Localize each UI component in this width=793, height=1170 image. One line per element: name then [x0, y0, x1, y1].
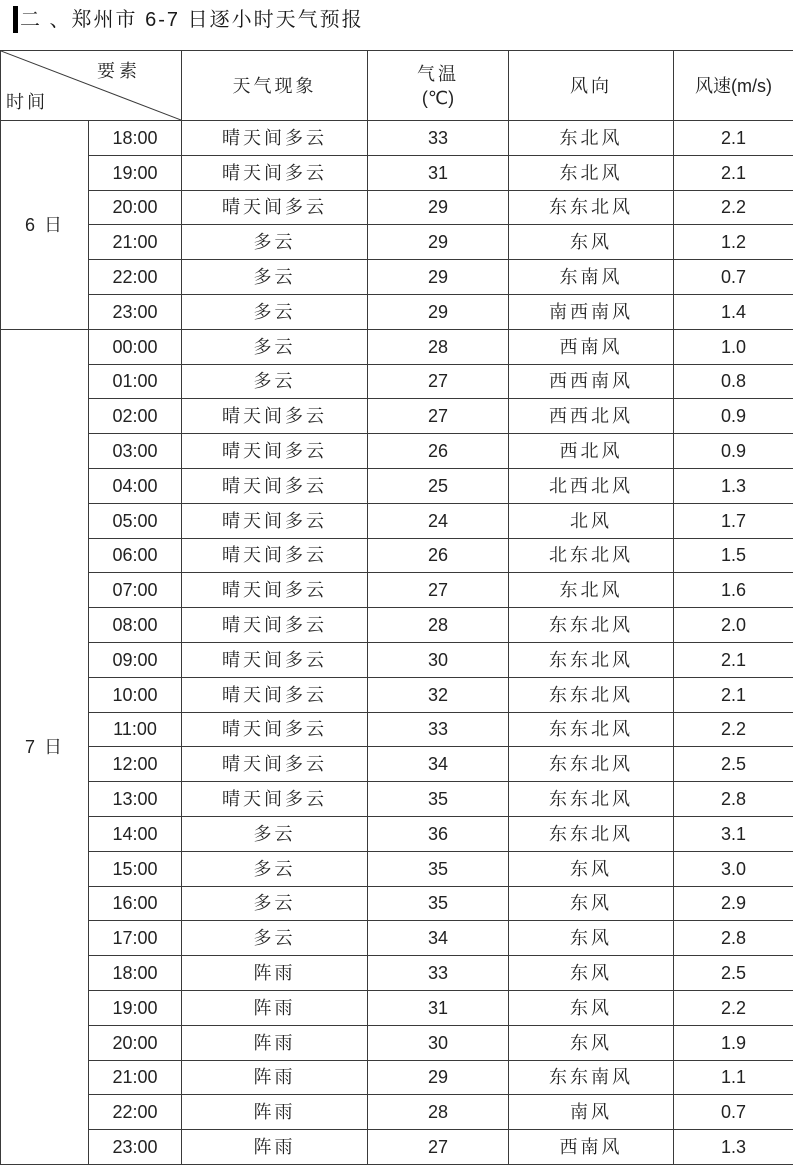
wind-dir-cell: 东东北风 — [509, 677, 674, 712]
wind-dir-cell: 东东北风 — [509, 608, 674, 643]
time-cell: 04:00 — [89, 468, 182, 503]
wind-speed-cell: 0.7 — [674, 1095, 793, 1130]
diagonal-cell-wrap — [1, 51, 181, 120]
temp-cell: 27 — [368, 573, 509, 608]
wind-dir-cell: 东东北风 — [509, 747, 674, 782]
weather-cell: 多云 — [182, 294, 368, 329]
temp-cell: 27 — [368, 364, 509, 399]
table-row — [1, 816, 793, 851]
title-area — [0, 0, 793, 50]
wind-dir-cell: 西北风 — [509, 434, 674, 469]
time-cell: 22:00 — [89, 260, 182, 295]
wind-dir-cell: 东东北风 — [509, 816, 674, 851]
time-cell: 09:00 — [89, 642, 182, 677]
weather-cell: 阵雨 — [182, 1025, 368, 1060]
header-row — [1, 51, 793, 121]
weather-cell: 晴天间多云 — [182, 538, 368, 573]
table-row — [1, 573, 793, 608]
wind-dir-cell: 东北风 — [509, 573, 674, 608]
table-row — [1, 155, 793, 190]
temp-cell: 29 — [368, 225, 509, 260]
table-row — [1, 921, 793, 956]
temp-cell: 24 — [368, 503, 509, 538]
table-row — [1, 677, 793, 712]
table-row — [1, 782, 793, 817]
wind-speed-cell: 3.0 — [674, 851, 793, 886]
wind-speed-cell: 1.6 — [674, 573, 793, 608]
time-cell: 19:00 — [89, 990, 182, 1025]
temp-cell: 31 — [368, 990, 509, 1025]
temp-cell: 32 — [368, 677, 509, 712]
temp-cell: 27 — [368, 399, 509, 434]
table-row — [1, 468, 793, 503]
wind-speed-cell: 1.3 — [674, 1130, 793, 1165]
wind-speed-cell: 2.2 — [674, 190, 793, 225]
table-row — [1, 886, 793, 921]
header-diagonal-cell — [1, 51, 182, 121]
weather-cell: 多云 — [182, 260, 368, 295]
table-row — [1, 329, 793, 364]
header-temp — [368, 51, 509, 121]
temp-cell: 34 — [368, 747, 509, 782]
time-cell: 20:00 — [89, 1025, 182, 1060]
header-wind-dir: 风向 — [509, 51, 674, 121]
weather-cell: 晴天间多云 — [182, 468, 368, 503]
weather-cell: 晴天间多云 — [182, 190, 368, 225]
wind-speed-cell: 1.9 — [674, 1025, 793, 1060]
wind-dir-cell: 东风 — [509, 990, 674, 1025]
time-cell: 20:00 — [89, 190, 182, 225]
wind-dir-cell: 东风 — [509, 1025, 674, 1060]
weather-cell: 晴天间多云 — [182, 782, 368, 817]
weather-cell: 阵雨 — [182, 1130, 368, 1165]
time-cell: 08:00 — [89, 608, 182, 643]
page-title: 二 、郑州市 6-7 日逐小时天气预报 — [20, 9, 364, 31]
wind-speed-cell: 0.8 — [674, 364, 793, 399]
forecast-table — [0, 50, 793, 1165]
wind-dir-cell: 东风 — [509, 921, 674, 956]
table-row — [1, 364, 793, 399]
temp-cell: 35 — [368, 851, 509, 886]
wind-dir-cell: 南风 — [509, 1095, 674, 1130]
time-cell: 23:00 — [89, 1130, 182, 1165]
table-row — [1, 608, 793, 643]
weather-cell: 晴天间多云 — [182, 747, 368, 782]
weather-cell: 多云 — [182, 364, 368, 399]
table-row — [1, 225, 793, 260]
weather-cell: 多云 — [182, 886, 368, 921]
table-row — [1, 434, 793, 469]
wind-dir-cell: 东风 — [509, 225, 674, 260]
time-cell: 16:00 — [89, 886, 182, 921]
wind-speed-cell: 2.9 — [674, 886, 793, 921]
weather-cell: 多云 — [182, 921, 368, 956]
date-cell: 7 日 — [1, 329, 89, 1164]
temp-cell: 29 — [368, 260, 509, 295]
date-cell: 6 日 — [1, 121, 89, 330]
weather-cell: 多云 — [182, 329, 368, 364]
wind-dir-cell: 东南风 — [509, 260, 674, 295]
table-row — [1, 747, 793, 782]
table-row — [1, 990, 793, 1025]
table-row — [1, 1095, 793, 1130]
weather-cell: 阵雨 — [182, 1095, 368, 1130]
header-wind-speed: 风速(m/s) — [674, 51, 793, 121]
weather-cell: 阵雨 — [182, 990, 368, 1025]
temp-cell: 25 — [368, 468, 509, 503]
header-temp-unit: (℃) — [421, 87, 455, 108]
time-cell: 10:00 — [89, 677, 182, 712]
wind-speed-cell: 2.1 — [674, 121, 793, 156]
wind-dir-cell: 北风 — [509, 503, 674, 538]
time-cell: 15:00 — [89, 851, 182, 886]
table-row — [1, 1130, 793, 1165]
wind-dir-cell: 西南风 — [509, 329, 674, 364]
wind-dir-cell: 东东北风 — [509, 190, 674, 225]
wind-dir-cell: 东风 — [509, 886, 674, 921]
wind-speed-cell: 1.5 — [674, 538, 793, 573]
temp-cell: 29 — [368, 1060, 509, 1095]
table-row — [1, 260, 793, 295]
wind-speed-cell: 0.9 — [674, 399, 793, 434]
wind-speed-cell: 2.1 — [674, 677, 793, 712]
time-cell: 18:00 — [89, 121, 182, 156]
header-temp-label: 气温 — [417, 63, 459, 84]
weather-cell: 晴天间多云 — [182, 399, 368, 434]
weather-cell: 多云 — [182, 225, 368, 260]
wind-dir-cell: 西南风 — [509, 1130, 674, 1165]
temp-cell: 36 — [368, 816, 509, 851]
wind-speed-cell: 1.1 — [674, 1060, 793, 1095]
time-cell: 23:00 — [89, 294, 182, 329]
time-cell: 19:00 — [89, 155, 182, 190]
header-element-label: 要素 — [97, 61, 141, 81]
weather-cell: 阵雨 — [182, 1060, 368, 1095]
table-row — [1, 503, 793, 538]
wind-dir-cell: 东风 — [509, 956, 674, 991]
wind-speed-cell: 2.8 — [674, 921, 793, 956]
wind-dir-cell: 东北风 — [509, 121, 674, 156]
weather-cell: 晴天间多云 — [182, 677, 368, 712]
temp-cell: 35 — [368, 782, 509, 817]
wind-dir-cell: 东风 — [509, 851, 674, 886]
temp-cell: 30 — [368, 642, 509, 677]
time-cell: 03:00 — [89, 434, 182, 469]
time-cell: 00:00 — [89, 329, 182, 364]
wind-speed-cell: 2.1 — [674, 642, 793, 677]
wind-dir-cell: 北东北风 — [509, 538, 674, 573]
wind-dir-cell: 东东北风 — [509, 782, 674, 817]
weather-cell: 晴天间多云 — [182, 155, 368, 190]
wind-speed-cell: 2.0 — [674, 608, 793, 643]
wind-speed-cell: 0.9 — [674, 434, 793, 469]
time-cell: 21:00 — [89, 225, 182, 260]
wind-speed-cell: 3.1 — [674, 816, 793, 851]
temp-cell: 28 — [368, 1095, 509, 1130]
weather-cell: 晴天间多云 — [182, 712, 368, 747]
time-cell: 05:00 — [89, 503, 182, 538]
table-row — [1, 1060, 793, 1095]
table-row — [1, 642, 793, 677]
wind-speed-cell: 1.4 — [674, 294, 793, 329]
header-weather: 天气现象 — [182, 51, 368, 121]
temp-cell: 30 — [368, 1025, 509, 1060]
weather-cell: 晴天间多云 — [182, 503, 368, 538]
title-marker — [13, 6, 18, 33]
wind-speed-cell: 1.3 — [674, 468, 793, 503]
wind-speed-cell: 2.5 — [674, 747, 793, 782]
table-row — [1, 851, 793, 886]
temp-cell: 35 — [368, 886, 509, 921]
wind-speed-cell: 2.5 — [674, 956, 793, 991]
forecast-table-body — [1, 121, 793, 1165]
wind-speed-cell: 1.7 — [674, 503, 793, 538]
wind-speed-cell: 2.2 — [674, 712, 793, 747]
wind-dir-cell: 东东北风 — [509, 712, 674, 747]
wind-dir-cell: 北西北风 — [509, 468, 674, 503]
wind-dir-cell: 东东南风 — [509, 1060, 674, 1095]
temp-cell: 29 — [368, 294, 509, 329]
temp-cell: 26 — [368, 434, 509, 469]
wind-speed-cell: 1.0 — [674, 329, 793, 364]
table-row — [1, 1025, 793, 1060]
wind-speed-cell: 2.8 — [674, 782, 793, 817]
time-cell: 22:00 — [89, 1095, 182, 1130]
time-cell: 21:00 — [89, 1060, 182, 1095]
wind-speed-cell: 1.2 — [674, 225, 793, 260]
table-row — [1, 399, 793, 434]
temp-cell: 29 — [368, 190, 509, 225]
time-cell: 11:00 — [89, 712, 182, 747]
time-cell: 13:00 — [89, 782, 182, 817]
time-cell: 07:00 — [89, 573, 182, 608]
temp-cell: 27 — [368, 1130, 509, 1165]
wind-speed-cell: 2.1 — [674, 155, 793, 190]
table-row — [1, 538, 793, 573]
weather-cell: 多云 — [182, 816, 368, 851]
wind-speed-cell: 2.2 — [674, 990, 793, 1025]
table-row — [1, 956, 793, 991]
temp-cell: 31 — [368, 155, 509, 190]
temp-cell: 28 — [368, 329, 509, 364]
weather-cell: 阵雨 — [182, 956, 368, 991]
table-row — [1, 190, 793, 225]
temp-cell: 33 — [368, 121, 509, 156]
wind-speed-cell: 0.7 — [674, 260, 793, 295]
weather-cell: 晴天间多云 — [182, 608, 368, 643]
table-header — [1, 51, 793, 121]
weather-cell: 晴天间多云 — [182, 121, 368, 156]
wind-dir-cell: 西西北风 — [509, 399, 674, 434]
time-cell: 14:00 — [89, 816, 182, 851]
time-cell: 17:00 — [89, 921, 182, 956]
time-cell: 02:00 — [89, 399, 182, 434]
table-row — [1, 121, 793, 156]
temp-cell: 33 — [368, 956, 509, 991]
time-cell: 01:00 — [89, 364, 182, 399]
weather-cell: 晴天间多云 — [182, 434, 368, 469]
wind-dir-cell: 南西南风 — [509, 294, 674, 329]
wind-dir-cell: 东东北风 — [509, 642, 674, 677]
temp-cell: 34 — [368, 921, 509, 956]
time-cell: 06:00 — [89, 538, 182, 573]
temp-cell: 26 — [368, 538, 509, 573]
wind-dir-cell: 西西南风 — [509, 364, 674, 399]
time-cell: 12:00 — [89, 747, 182, 782]
temp-cell: 33 — [368, 712, 509, 747]
weather-cell: 多云 — [182, 851, 368, 886]
time-cell: 18:00 — [89, 956, 182, 991]
header-time-label: 时间 — [6, 92, 48, 112]
temp-cell: 28 — [368, 608, 509, 643]
weather-cell: 晴天间多云 — [182, 573, 368, 608]
table-row — [1, 294, 793, 329]
table-row — [1, 712, 793, 747]
weather-cell: 晴天间多云 — [182, 642, 368, 677]
wind-dir-cell: 东北风 — [509, 155, 674, 190]
